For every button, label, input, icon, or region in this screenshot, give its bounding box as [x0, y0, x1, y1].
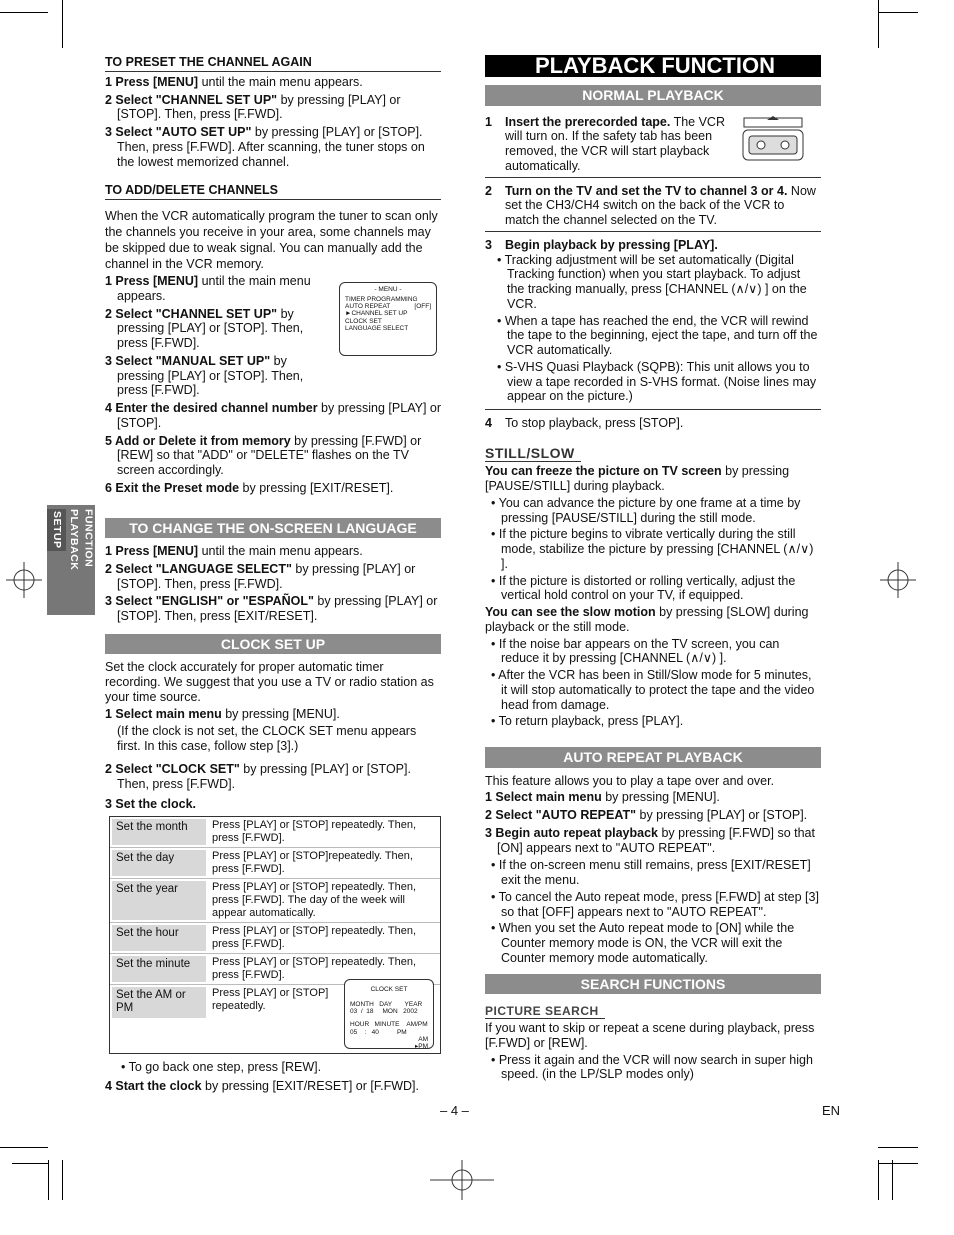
step-label: Begin playback by pressing [PLAY]. — [505, 237, 718, 252]
table-row — [110, 879, 440, 923]
step-label: 4 Start the clock — [105, 1078, 202, 1093]
step-text: by pressing [MENU]. — [601, 790, 720, 805]
crop-mark — [892, 1160, 893, 1200]
step-label: 1 Select main menu — [105, 706, 222, 721]
step-number: 3 — [485, 237, 492, 252]
step-label: 3 Set the clock. — [105, 797, 197, 812]
bullet-text: • After the VCR has been in Still/Slow mode for 5 minutes, it will stop automatically to protect the tape and the video head from damage. — [491, 668, 815, 712]
menu-screen — [339, 282, 437, 356]
step-label: 1 Press [MENU] — [105, 274, 199, 288]
language-code: EN — [822, 1103, 841, 1118]
step-row — [485, 112, 821, 178]
step-label: 5 Add or Delete it from memory — [105, 433, 291, 448]
search-heading: SEARCH FUNCTIONS — [485, 974, 821, 995]
crop-mark — [12, 1163, 48, 1164]
step-label: 3 Select "AUTO SET UP" — [105, 125, 252, 139]
step-text: by pressing [EXIT/RESET] or [F.FWD]. — [201, 1078, 419, 1093]
crop-mark — [62, 1160, 63, 1200]
language-heading: TO CHANGE THE ON-SCREEN LANGUAGE — [105, 518, 441, 539]
osd-value: 05 : 40 PM — [350, 1028, 407, 1036]
osd-value: 03 / 18 MON 2002 — [350, 1008, 418, 1016]
preset-heading: TO PRESET THE CHANNEL AGAIN — [105, 55, 441, 72]
row-desc: Press [PLAY] or [STOP] repeatedly. Then, press [F.FWD]. — [212, 819, 417, 844]
crop-mark — [48, 1160, 49, 1200]
bullet-text: • To return playback, press [PLAY]. — [491, 714, 684, 729]
para-label: You can see the slow motion — [485, 605, 656, 620]
step-row — [485, 232, 821, 410]
still-title: STILL/SLOW — [485, 444, 575, 461]
step-text: by pressing [PLAY] or [STOP]. Then, press [EXIT/RESET]. — [117, 594, 438, 624]
step-number: 4 — [485, 416, 492, 431]
step-label: 1 Select main menu — [485, 790, 602, 805]
picture-search-title: PICTURE SEARCH — [485, 1004, 599, 1019]
step-text: until the main menu appears. — [198, 544, 363, 559]
row-label: Set the month — [112, 819, 206, 845]
right-column — [485, 55, 821, 1084]
menu-item: TIMER PROGRAMMING — [345, 296, 418, 304]
crop-mark — [62, 0, 63, 48]
table-row — [110, 923, 440, 954]
step-text: To stop playback, press [STOP]. — [505, 416, 684, 431]
menu-title: - MENU - — [374, 286, 402, 293]
registration-mark-icon — [430, 1160, 494, 1200]
bullet-text: • When a tape has reached the end, the VCR will rewind the tape to the beginning, eject the tape, and turn off the VCR automatically. — [497, 313, 818, 358]
clock-set-screen — [344, 979, 434, 1049]
step-text: by pressing [PLAY] or [STOP]. Then, press [F.FWD]. After scanning, the tuner stops on the lowest memorized channel. — [117, 125, 425, 169]
osd-value: PM — [418, 1042, 428, 1050]
normal-heading: NORMAL PLAYBACK — [485, 85, 821, 106]
bullet-text: • If the picture begins to vibrate vertically during the still mode, stabilize the picture by pressing [CHANNEL (∧/∨) ]. — [491, 527, 814, 571]
step-label: 3 Select "ENGLISH" or "ESPAÑOL" — [105, 594, 314, 609]
bullet-text: • Press it again and the VCR will now search in super high speed. (in the LP/SLP modes only) — [491, 1052, 813, 1082]
crop-mark — [878, 0, 879, 48]
row-desc: Press [PLAY] or [STOP] repeatedly. Then, press [F.FWD]. — [212, 955, 417, 981]
step-number: 2 — [485, 183, 492, 198]
step-text: by pressing [PLAY] or [STOP]. Then, press [F.FWD]. — [117, 306, 304, 350]
repeat-intro: This feature allows you to play a tape over and over. — [485, 773, 775, 788]
step-row — [485, 410, 821, 431]
menu-item: CHANNEL SET UP — [351, 310, 408, 318]
step-text: until the main menu appears. — [117, 274, 311, 303]
section-tab — [47, 505, 95, 615]
crop-mark — [878, 1147, 918, 1148]
clock-heading: CLOCK SET UP — [105, 634, 441, 655]
clock-steps-table — [109, 816, 441, 1054]
left-column — [105, 55, 441, 1097]
step-text: by pressing [F.FWD] so that [ON] appears next to "AUTO REPEAT". — [497, 825, 815, 855]
step-label: 2 Select "AUTO REPEAT" — [485, 808, 637, 823]
table-row — [110, 817, 440, 848]
table-row — [110, 848, 440, 879]
step-text: until the main menu appears. — [198, 74, 363, 89]
osd-header: HOUR MINUTE AM/PM — [350, 1021, 428, 1029]
step-text: Now set the CH3/CH4 switch on the back of the VCR to match the channel selected on the TV. — [505, 183, 816, 228]
step-row — [485, 178, 821, 232]
row-label: Set the hour — [112, 925, 206, 951]
row-label: Set the day — [112, 850, 206, 876]
step-text: by pressing [MENU]. — [221, 706, 340, 721]
registration-mark-icon — [6, 562, 42, 598]
row-label: Set the year — [112, 881, 206, 920]
para-label: You can freeze the picture on TV screen — [485, 464, 722, 479]
tab-playback-label: PLAYBACK — [68, 509, 81, 571]
step-text: by pressing [PLAY] or [STOP]. — [636, 808, 808, 823]
step-label: 1 Press [MENU] — [105, 544, 199, 559]
menu-item: CLOCK SET — [345, 317, 382, 325]
step-text: by pressing [PLAY] or [STOP]. — [117, 401, 441, 430]
bullet-text: • If the noise bar appears on the TV screen, you can reduce it by pressing [CHANNEL (∧/∨) ]. — [491, 636, 780, 666]
bullet-text: • To cancel the Auto repeat mode, press [F.FWD] at step [3] so that [OFF] appears next to "AUTO REPEAT". — [491, 889, 819, 919]
step-text: The VCR will turn on. If the safety tab has been removed, the VCR will start playback automatically. — [505, 114, 725, 173]
step-label: 2 Select "CHANNEL SET UP" — [105, 306, 278, 321]
step-label: Insert the prerecorded tape. — [505, 114, 671, 129]
bullet-text: • You can advance the picture by one frame at a time by pressing [PAUSE/STILL] during the still mode. — [491, 495, 801, 525]
cursor-arrow-icon: ► — [345, 310, 352, 318]
row-desc: Press [PLAY] or [STOP] repeatedly. Then, press [F.FWD]. — [212, 924, 417, 950]
para-text: by pressing [PAUSE/STILL] during playback. — [485, 464, 790, 494]
para-text: by pressing [SLOW] during playback or the still mode. — [485, 605, 809, 634]
bullet-text: • When you set the Auto repeat mode to [ON] while the Counter memory mode is ON, the VCR will exit the Counter memory mode automatically. — [491, 921, 795, 965]
bullet-text: • If the picture is distorted or rolling vertically, adjust the vertical hold control on your TV, if equipped. — [491, 573, 796, 603]
osd-value: AM — [418, 1035, 428, 1043]
step-label: 1 Press [MENU] — [105, 74, 199, 89]
back-note: • To go back one step, press [REW]. — [121, 1060, 322, 1075]
menu-item-value: [OFF] — [414, 303, 431, 311]
step-text: by pressing [PLAY] or [STOP]. Then, press [F.FWD]. — [117, 761, 411, 791]
row-desc: Press [PLAY] or [STOP] repeatedly. Then, press [F.FWD]. The day of the week will appear automatically. — [212, 880, 417, 919]
adddel-intro: When the VCR automatically program the tuner to scan only the channels you receive in your area, some channels may be skipped due to weak signal. You can manually add the channel in the VCR memory. — [105, 209, 438, 271]
bullet-text: • S-VHS Quasi Playback (SQPB): This unit allows you to view a tape recorded in S-VHS format. (Noise lines may appear on the picture.) — [497, 359, 817, 404]
step-label: 2 Select "LANGUAGE SELECT" — [105, 561, 292, 576]
step-label: 6 Exit the Preset mode — [105, 480, 240, 495]
row-desc: Press [PLAY] or [STOP]repeatedly. Then, press [F.FWD]. — [212, 849, 413, 875]
row-label: Set the AM or PM — [112, 987, 206, 1018]
step-number: 1 — [485, 114, 492, 129]
step-text: by pressing [F.FWD] or [REW] so that "ADD" or "DELETE" flashes on the TV screen accordingly. — [117, 433, 422, 477]
still-heading — [485, 445, 581, 463]
step-label: 3 Begin auto repeat playback — [485, 825, 658, 840]
osd-title: CLOCK SET — [370, 986, 408, 994]
search-text: If you want to skip or repeat a scene during playback, press [F.FWD] or [REW]. — [485, 1021, 815, 1050]
step-label: 4 Enter the desired channel number — [105, 401, 318, 415]
bullet-text: • Tracking adjustment will be set automatically (Digital Tracking function) when you start playback. To adjust the tracking manually, press [CHANNEL (∧/∨) ] on the VCR. — [497, 252, 807, 311]
step-text: by pressing [PLAY] or [STOP]. Then, press [F.FWD]. — [117, 92, 401, 122]
registration-mark-icon — [880, 562, 916, 598]
page-title: PLAYBACK FUNCTION — [485, 55, 821, 77]
step-label: Turn on the TV and set the TV to channel 3 or 4. — [505, 183, 788, 198]
row-desc: Press [PLAY] or [STOP] repeatedly. — [212, 986, 329, 1012]
crop-mark — [0, 12, 48, 13]
tab-function-label: FUNCTION — [82, 509, 95, 568]
step-text: by pressing [PLAY] or [STOP]. Then, press [F.FWD]. — [117, 353, 304, 398]
clock-intro: Set the clock accurately for proper automatic timer recording. We suggest that you use a TV or radio station as your time source. — [105, 660, 434, 704]
osd-header: MONTH DAY YEAR — [350, 1001, 423, 1009]
crop-mark — [878, 1163, 918, 1164]
crop-mark — [878, 12, 918, 13]
vcr-icon — [741, 116, 805, 162]
step-text: by pressing [EXIT/RESET]. — [239, 480, 394, 495]
cursor-arrow-icon: ▸ — [414, 1042, 419, 1050]
picture-search-subheading — [485, 1004, 605, 1019]
menu-item: LANGUAGE SELECT — [345, 324, 409, 332]
adddel-heading: TO ADD/DELETE CHANNELS — [105, 183, 441, 200]
step-label: 2 Select "CLOCK SET" — [105, 761, 240, 776]
page-number: – 4 – — [440, 1103, 469, 1118]
repeat-heading: AUTO REPEAT PLAYBACK — [485, 747, 821, 768]
clock-note: (If the clock is not set, the CLOCK SET menu appears first. In this case, follow step [3].) — [117, 724, 417, 754]
step-text: by pressing [PLAY] or [STOP]. Then, press [F.FWD]. — [117, 561, 416, 591]
step-label: 3 Select "MANUAL SET UP" — [105, 353, 271, 368]
row-label: Set the minute — [112, 956, 206, 982]
crop-mark — [878, 1160, 879, 1200]
menu-item: AUTO REPEAT — [345, 303, 391, 311]
crop-mark — [0, 1147, 48, 1148]
step-label: 2 Select "CHANNEL SET UP" — [105, 92, 278, 107]
bullet-text: • If the on-screen menu still remains, press [EXIT/RESET] exit the menu. — [491, 858, 811, 888]
tab-setup-label: SETUP — [47, 509, 65, 551]
